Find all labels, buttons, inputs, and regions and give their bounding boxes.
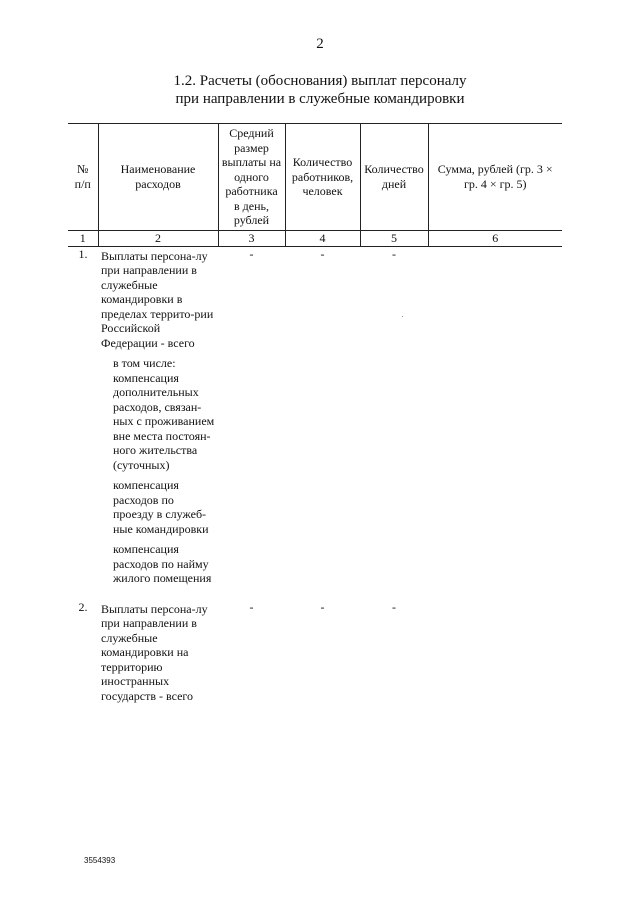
page-number: 2 — [316, 36, 324, 52]
column-number: 4 — [285, 230, 360, 246]
table-row — [68, 246, 562, 586]
row-number: 1. — [78, 246, 88, 261]
header-col-name: Наименование расходов — [98, 124, 218, 231]
row-number: 2. — [78, 599, 88, 614]
row-name: Выплаты персона-лу при направлении в служебные командировки на территорию иностранных государств - всего — [101, 601, 208, 703]
section-title-line-2: при направлении в служебные командировки — [175, 91, 465, 107]
header-col-days: Количество дней — [360, 124, 428, 231]
column-number: 3 — [218, 230, 285, 246]
row-spacer — [68, 586, 562, 600]
column-number: 5 — [360, 230, 428, 246]
row-avg-payment: - — [249, 599, 254, 614]
table-row — [68, 600, 562, 704]
row-subitem: компенсация расходов по проезду в служеб-ные командировки — [113, 478, 209, 536]
row-avg-payment: - — [249, 246, 254, 261]
section-title — [0, 72, 640, 108]
header-col-sum: Сумма, рублей (гр. 3 × гр. 4 × гр. 5) — [428, 124, 562, 231]
column-number: 6 — [428, 230, 562, 246]
row-name: Выплаты персона-лу при направлении в служебные командировки в пределах террито-рии Российской Федерации - всего — [101, 248, 214, 350]
payments-table — [68, 123, 562, 703]
table-header-row — [68, 124, 562, 231]
row-workers: - — [320, 599, 325, 614]
header-col-workers: Количество работников, человек — [285, 124, 360, 231]
header-col-avg-payment: Средний размер выплаты на одного работника в день, рублей — [218, 124, 285, 231]
section-title-line-1: 1.2. Расчеты (обоснования) выплат персоналу — [173, 73, 467, 89]
column-numbers-row — [68, 230, 562, 246]
row-days: - — [392, 599, 396, 614]
column-number: 1 — [68, 230, 98, 246]
row-subitem: компенсация расходов по найму жилого помещения — [113, 542, 212, 585]
row-sum — [428, 600, 562, 704]
row-sum — [428, 246, 562, 586]
column-number: 2 — [98, 230, 218, 246]
row-workers: - — [320, 246, 325, 261]
row-name-cell — [98, 246, 218, 586]
document-code: 3554393 — [84, 856, 116, 865]
header-col-number: № п/п — [68, 124, 98, 231]
row-name-cell — [98, 600, 218, 704]
row-days: - — [392, 246, 396, 261]
row-subitem: в том числе: компенсация дополнительных расходов, связан-ных с проживанием вне места постоян-ного жительства (суточных) — [113, 356, 215, 472]
